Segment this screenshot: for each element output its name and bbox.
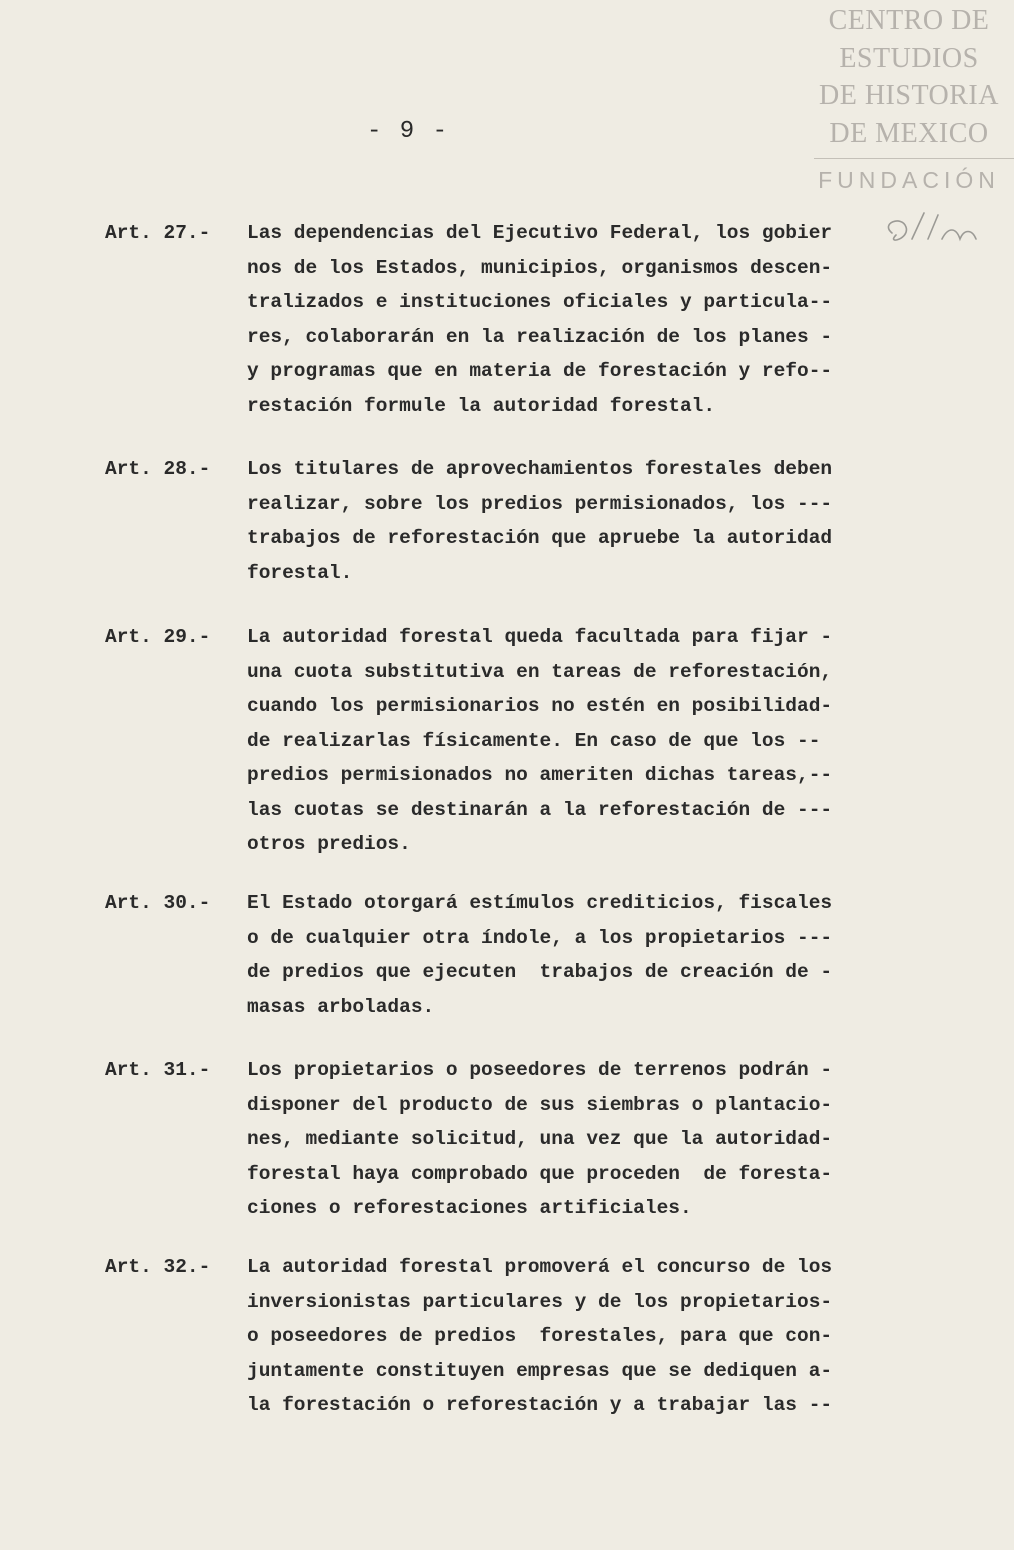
article-text: [247, 1053, 962, 1226]
text-line: trabajos de reforestación que apruebe la autoridad: [247, 527, 833, 549]
text-line: restación formule la autoridad forestal.: [247, 394, 716, 417]
watermark-line: DE MEXICO: [829, 117, 989, 149]
text-line: Las dependencias del Ejecutivo Federal, los gobier: [247, 222, 833, 244]
article-text: [247, 1250, 962, 1423]
article-label: Art. 27.-: [105, 222, 211, 244]
article-label: Art. 32.-: [105, 1256, 211, 1278]
archive-watermark: [804, 2, 1014, 194]
text-line: ciones o reforestaciones artificiales.: [247, 1197, 692, 1219]
article-label: Art. 28.-: [105, 458, 211, 480]
article-text: [247, 216, 962, 423]
text-line: una cuota substitutiva en tareas de reforestación,: [247, 660, 833, 683]
text-line: otros predios.: [247, 833, 411, 855]
text-line: y programas que en materia de forestación y refo--: [247, 360, 833, 382]
article-label: Art. 29.-: [105, 626, 211, 648]
text-line: nos de los Estados, municipios, organismos descen-: [247, 256, 833, 279]
watermark-subtitle: FUNDACIÓN: [818, 167, 1000, 193]
watermark-line: CENTRO DE: [828, 5, 990, 36]
watermark-line: ESTUDIOS: [839, 42, 979, 74]
text-line: o de cualquier otra índole, a los propietarios ---: [247, 926, 833, 949]
text-line: nes, mediante solicitud, una vez que la autoridad-: [247, 1128, 833, 1150]
text-line: res, colaborarán en la realización de los planes -: [247, 325, 833, 348]
text-line: forestal.: [247, 561, 353, 584]
text-line: Los propietarios o poseedores de terrenos podrán -: [247, 1059, 833, 1081]
text-line: predios permisionados no ameriten dichas tareas,--: [247, 764, 833, 786]
text-line: La autoridad forestal queda facultada para fijar -: [247, 626, 833, 648]
text-line: masas arboladas.: [247, 995, 435, 1018]
text-line: o poseedores de predios forestales, para que con-: [247, 1325, 833, 1347]
text-line: El Estado otorgará estímulos crediticios, fiscales: [247, 892, 833, 914]
article-text: [247, 452, 962, 590]
text-line: realizar, sobre los predios permisionados, los ---: [247, 492, 833, 515]
text-line: de realizarlas físicamente. En caso de que los --: [247, 729, 821, 752]
text-line: juntamente constituyen empresas que se dediquen a-: [247, 1359, 833, 1382]
text-line: Los titulares de aprovechamientos forestales deben: [247, 458, 833, 480]
text-line: forestal haya comprobado que proceden de foresta-: [247, 1162, 833, 1185]
article-label: Art. 31.-: [105, 1059, 211, 1081]
page-number: - 9 -: [367, 118, 450, 145]
text-line: La autoridad forestal promoverá el concurso de los: [247, 1256, 833, 1278]
article-label: Art. 30.-: [105, 892, 211, 914]
article-text: [247, 620, 962, 862]
text-line: la forestación o reforestación y a trabajar las --: [247, 1394, 833, 1416]
text-line: disponer del producto de sus siembras o plantacio-: [247, 1093, 833, 1116]
text-line: inversionistas particulares y de los propietarios-: [247, 1290, 833, 1313]
text-line: cuando los permisionarios no estén en posibilidad-: [247, 695, 833, 717]
text-line: de predios que ejecuten trabajos de creación de -: [247, 961, 833, 983]
watermark-divider: [814, 158, 1014, 159]
watermark-line: DE HISTORIA: [819, 80, 999, 111]
text-line: tralizados e instituciones oficiales y particula--: [247, 291, 833, 313]
text-line: las cuotas se destinarán a la reforestación de ---: [247, 798, 833, 821]
article-text: [247, 886, 962, 1024]
